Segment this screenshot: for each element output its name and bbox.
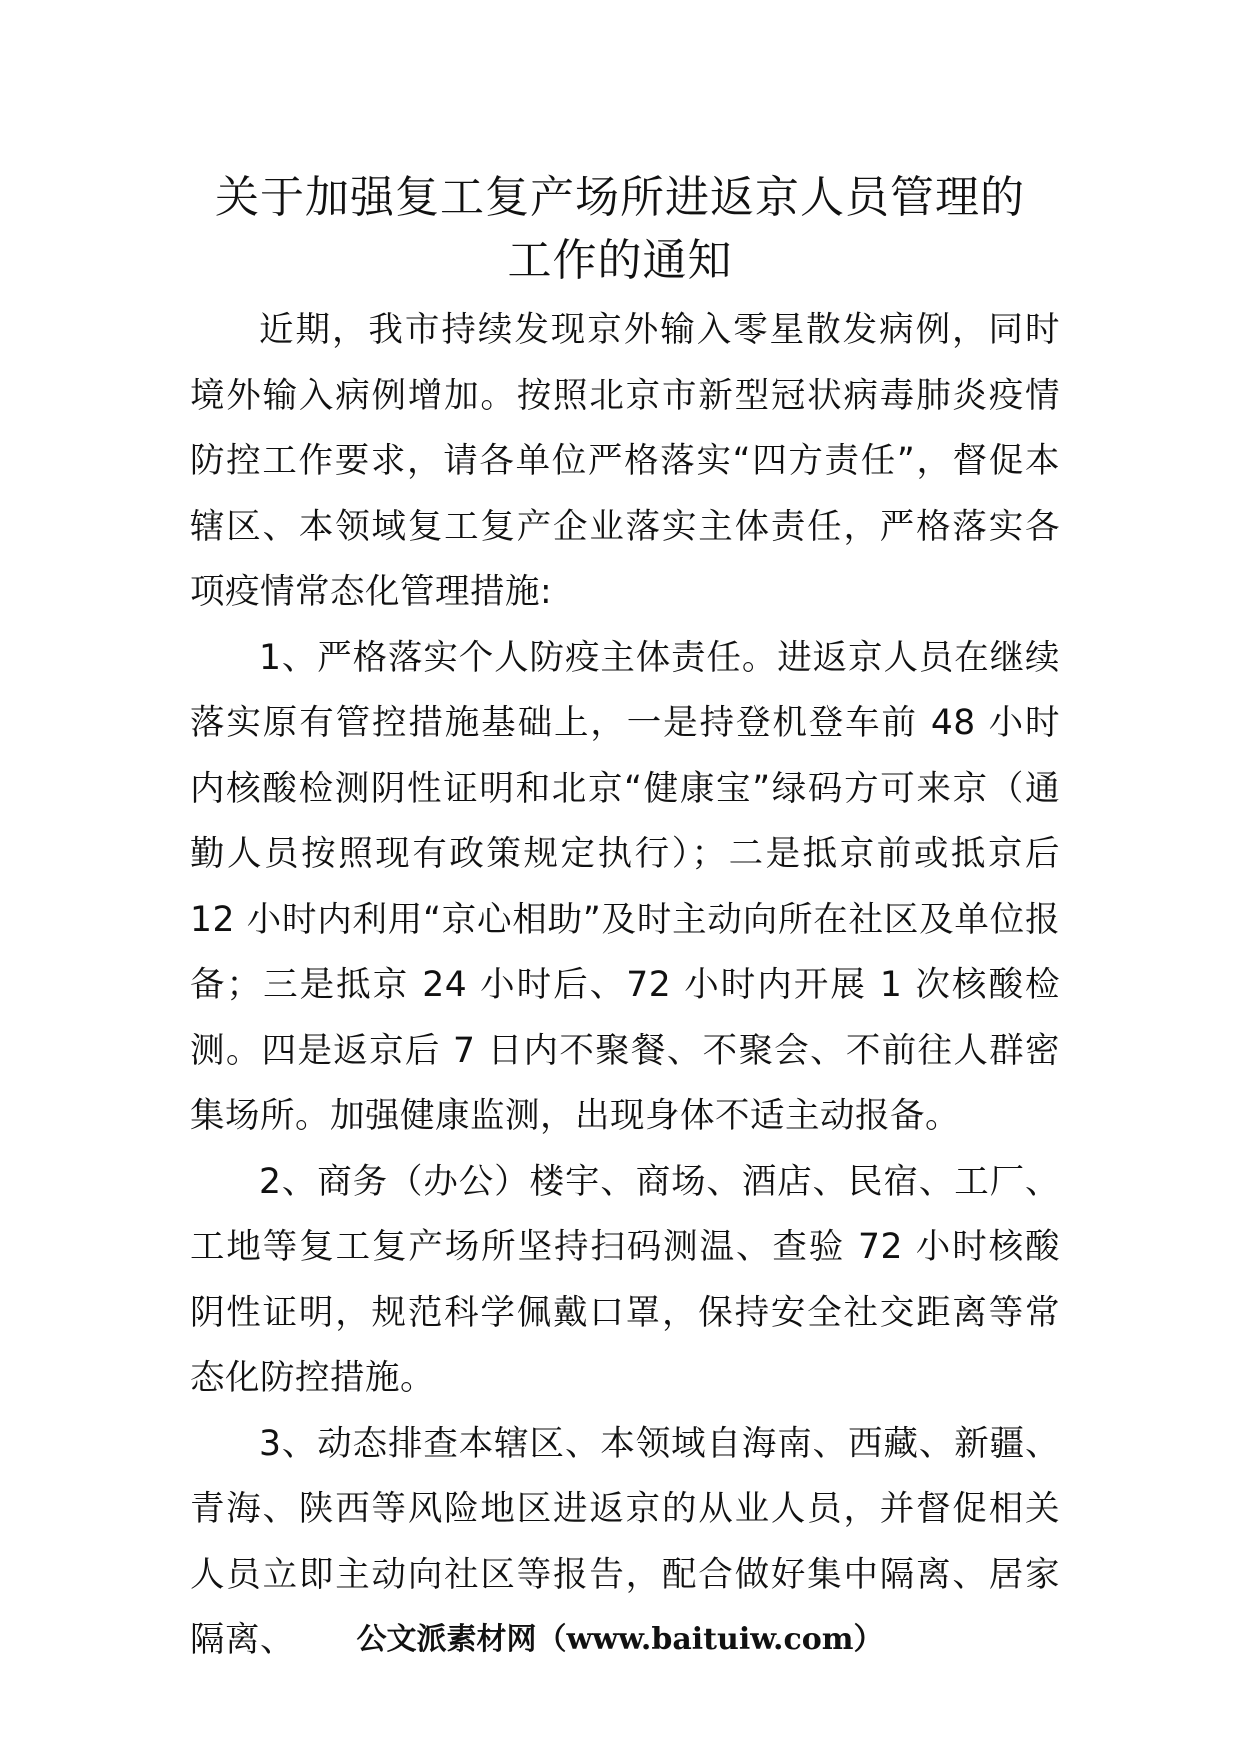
document-body bbox=[190, 298, 1060, 1674]
paragraph-intro: 近期，我市持续发现京外输入零星散发病例，同时境外输入病例增加。按照北京市新型冠状病毒肺炎疫情防控工作要求，请各单位严格落实“四方责任”，督促本辖区、本领域复工复产企业落实主体责任，严格落实各项疫情常态化管理措施: bbox=[190, 310, 1060, 612]
paragraph-item-2: 2、商务（办公）楼宇、商场、酒店、民宿、工厂、工地等复工复产场所坚持扫码测温、查验 72 小时核酸阴性证明，规范科学佩戴口罩，保持安全社交距离等常态化防控措施。 bbox=[190, 1161, 1060, 1398]
document-title-line-1: 关于加强复工复产场所进返京人员管理的 bbox=[215, 172, 1025, 223]
footer-watermark: 公文派素材网（www.baituiw.com） bbox=[356, 1622, 884, 1657]
document-title-line-2: 工作的通知 bbox=[507, 235, 733, 286]
paragraph-item-1: 1、严格落实个人防疫主体责任。进返京人员在继续落实原有管控措施基础上，一是持登机登车前 48 小时内核酸检测阴性证明和北京“健康宝”绿码方可来京（通勤人员按照现有政策规定执行）；二是抵京前或抵京后 12 小时内利用“京心相助”及时主动向所在社区及单位报备；三是抵京 24 小时后、72 小时内开展 1 次核酸检测。四是返京后 7 日内不聚餐、不聚会、不前往人群密集场所。加强健康监测，出现身体不适主动报备。 bbox=[190, 637, 1060, 1136]
paragraph-item-3: 3、动态排查本辖区、本领域自海南、西藏、新疆、青海、陕西等风险地区进返京的从业人员，并督促相关人员立即主动向社区等报告，配合做好集中隔离、居家隔离、 bbox=[190, 1423, 1060, 1660]
